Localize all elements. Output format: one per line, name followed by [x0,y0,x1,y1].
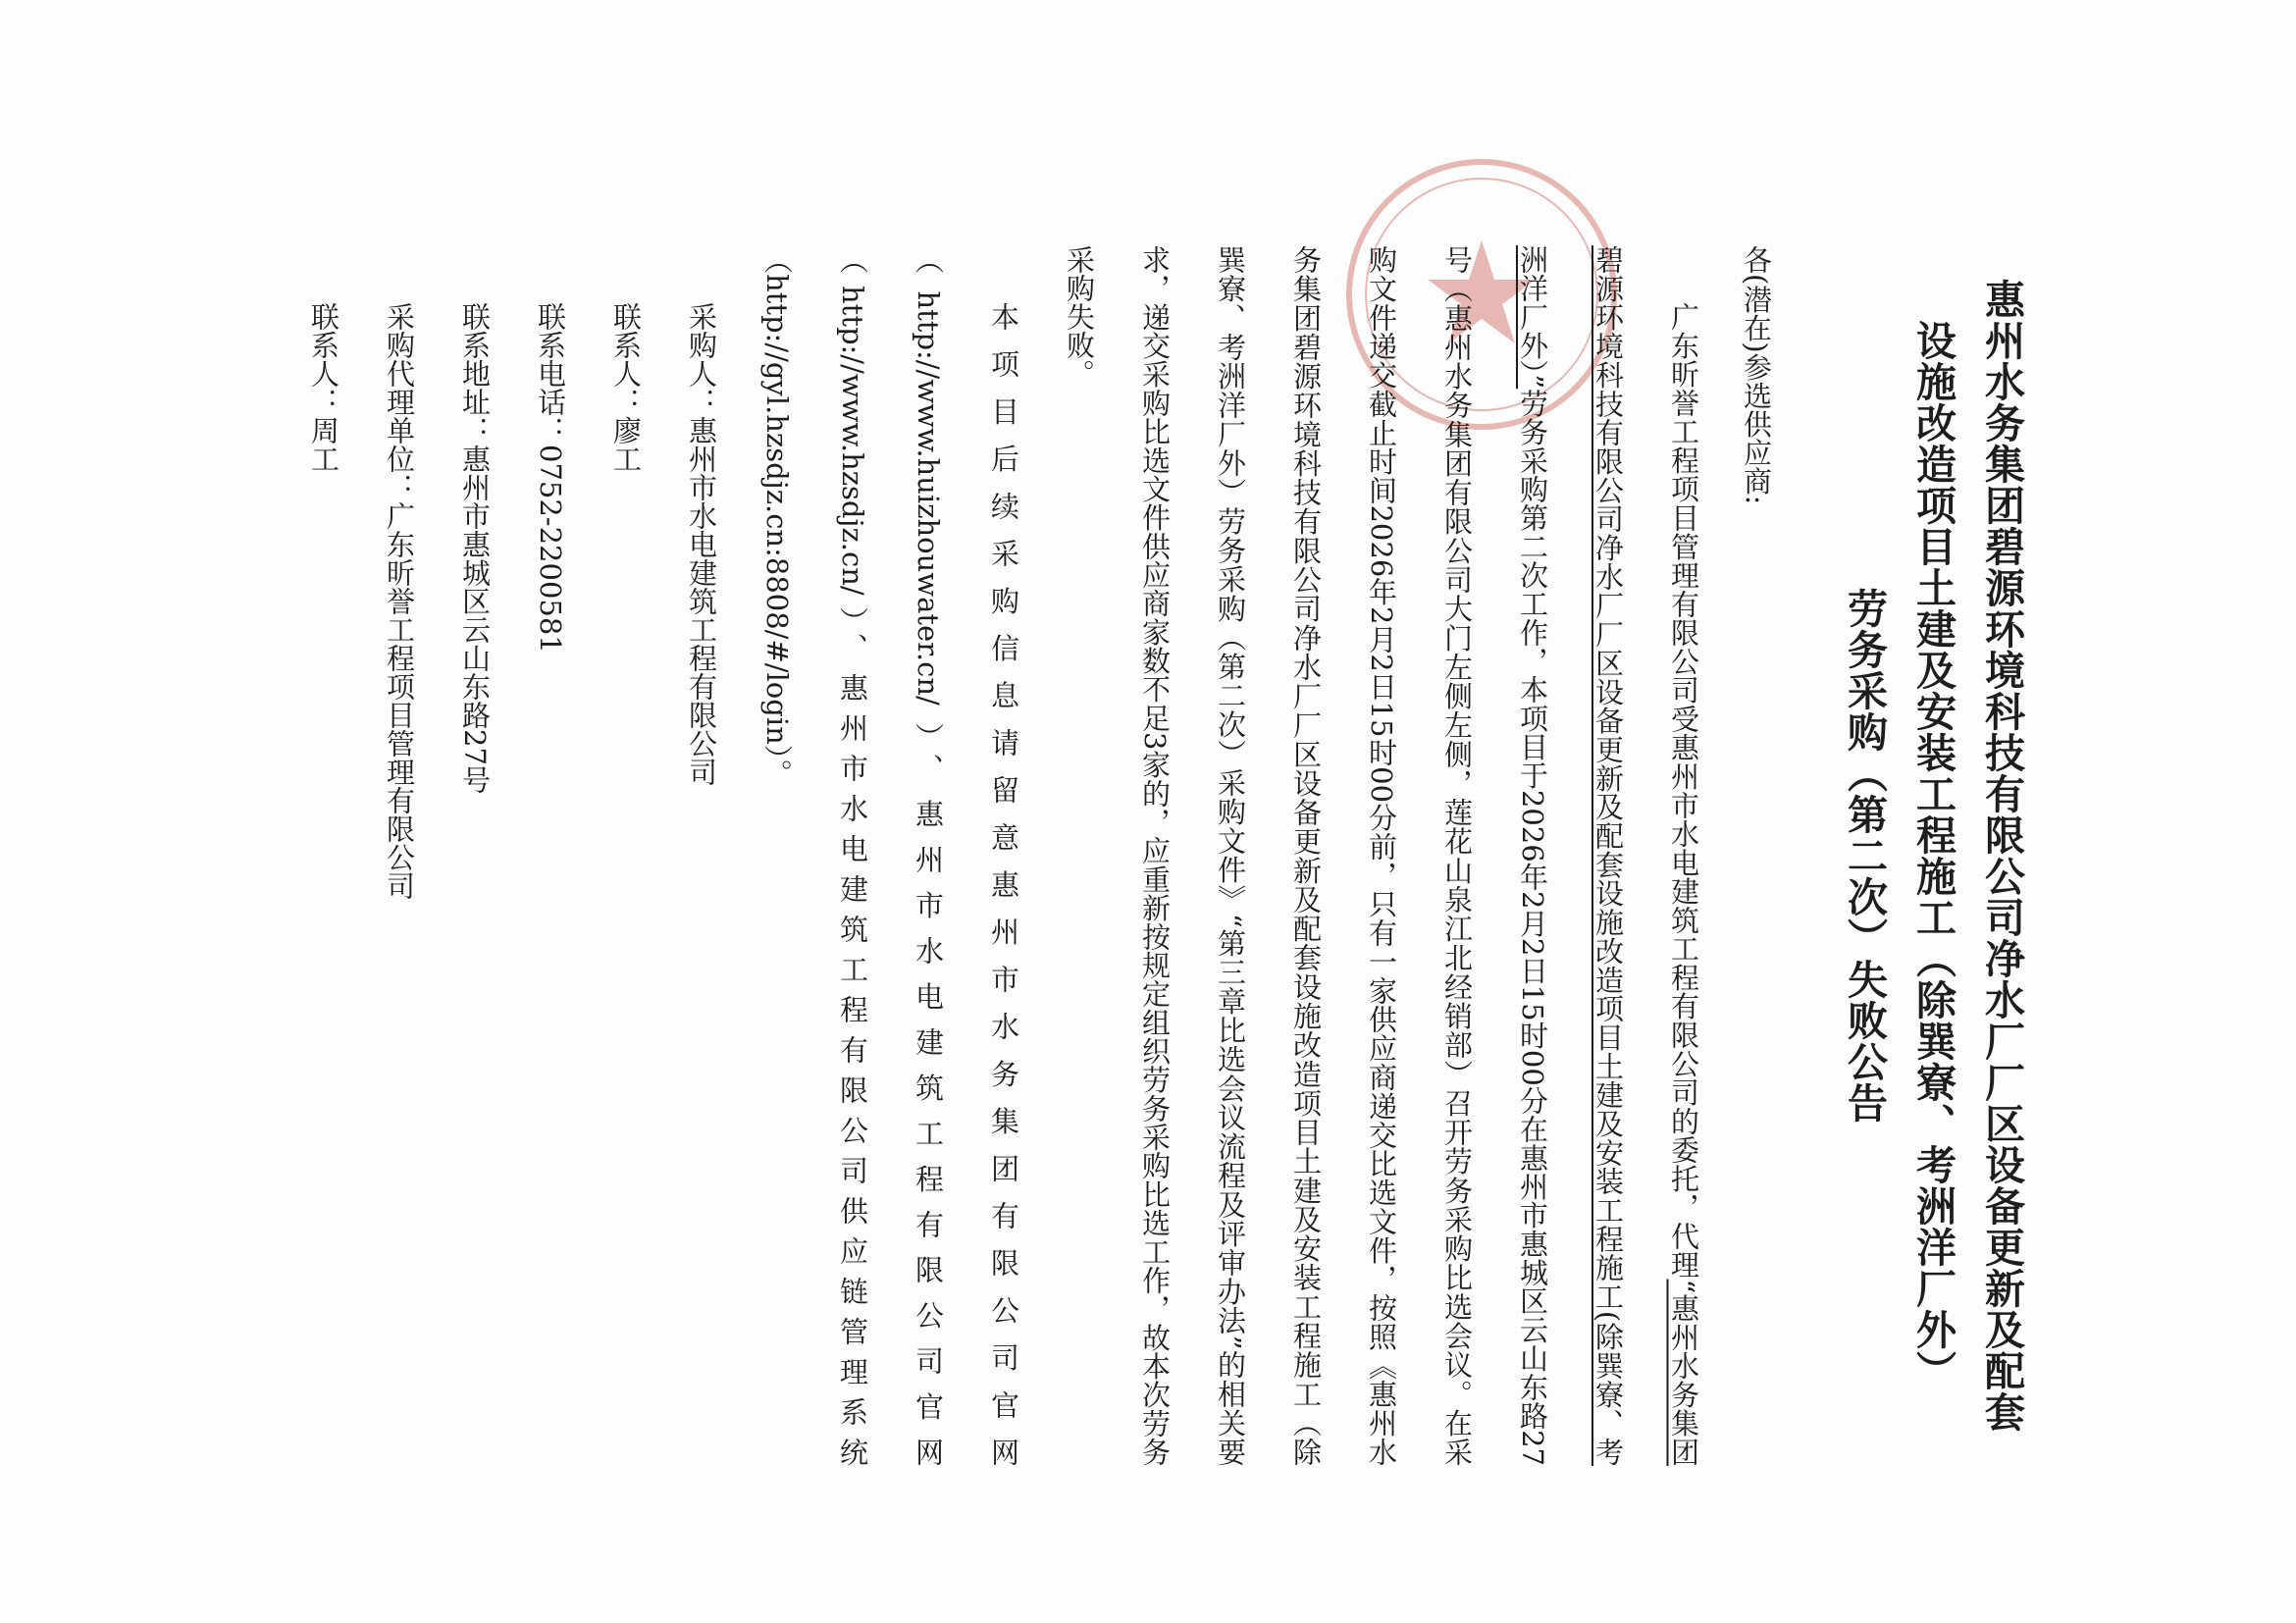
project-name-underlined: “惠州水务集团碧源环境科技有限公司净水厂厂区设备更新及配套设施改造项目土建及安装工程施工(除巽寮、考洲洋厂外）” [1516,245,1700,1467]
agency-line [361,245,437,1466]
contact-2-label: 联系人： [307,302,340,416]
phone-label: 联系电话： [534,302,567,445]
notice-title [1830,245,2036,1466]
agency-label: 采购代理单位： [383,302,416,501]
paragraph-1-body: 劳务采购第二次工作，本项目于2026年2月2日15时00分在惠州市惠城区云山东路27号（惠州水务集团有限公司大门左侧左侧，莲花山泉江北经销部）召开劳务采购比选会议。在采购文件递交截止时间2026年2月2日15时00分前，只有一家供应商递交比选文件，按照《惠州水务集团碧源环境科技有限公司净水厂厂区设备更新及配套设施改造项目土建及安装工程施工（除巽寮、考洲洋厂外）劳务采购（第二次）采购文件》“第三章比选会议流程及评审办法”的相关要求，递交采购比选文件供应商家数不足3家的，应重新按规定组织劳务采购比选工作，故本次劳务采购失败。 [1063,245,1549,1466]
title-line-3: 劳务采购（第二次）失败公告 [1841,588,1888,1124]
addressee: 各(潜在)参选供应商: [1740,245,1773,505]
paragraph-failure-notice [1041,245,1721,1466]
phone-value: 0752-2200581 [534,445,567,654]
address-label: 联系地址： [458,302,492,445]
address-line [437,245,512,1466]
title-line-1: 惠州水务集团碧源环境科技有限公司净水厂厂区设备更新及配套 [1978,279,2025,1433]
contact-1-value: 廖工 [609,416,643,473]
contact-line-1 [588,245,663,1466]
paragraph-follow-up-info: 本项目后续采购信息请留意惠州市水务集团有限公司官网（http://www.huizhouwater.cn/）、惠州市水电建筑工程有限公司官网（http://www.hzsdjz.cn/）、惠州市水电建筑工程有限公司供应链管理系统（http://gyl.hzsdjz.cn:8808/#/login）。 [760,245,1020,1466]
agency-value: 广东昕誉工程项目管理有限公司 [383,501,416,900]
purchaser-label: 采购人： [685,302,718,416]
purchaser-value: 惠州市水电建筑工程有限公司 [685,416,718,786]
phone-line [512,245,588,1466]
contact-line-2 [286,245,361,1466]
paragraph-1-intro: 广东昕誉工程项目管理有限公司受惠州市水电建筑工程有限公司的委托，代理 [1667,302,1700,1280]
purchaser-line [663,245,739,1466]
contact-2-value: 周工 [307,416,340,473]
title-line-2: 设施改造项目土建及安装工程施工（除巽寮、考洲洋厂外） [1909,320,1957,1391]
address-value: 惠州市惠城区云山东路27号 [458,445,492,794]
contact-1-label: 联系人： [609,302,643,416]
